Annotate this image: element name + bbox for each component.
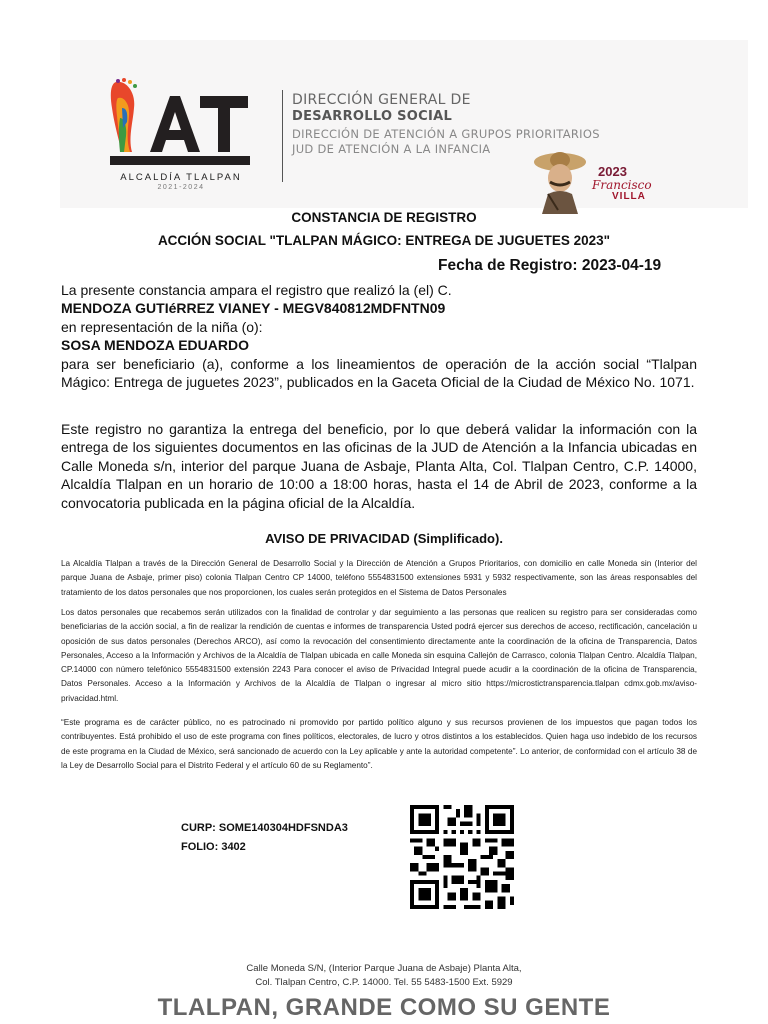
intro-text: La presente constancia ampara el registro que realizó la (el) C.	[61, 282, 452, 298]
curp-text: CURP: SOME140304HDFSNDA3	[181, 822, 348, 834]
folio-text: FOLIO: 3402	[181, 841, 246, 853]
notice-paragraph: Este registro no garantiza la entrega del beneficio, por lo que deberá validar la información con la entrega de los siguientes documentos en las oficinas de la JUD de Atención a la Infancia ubicadas en Calle Moneda s/n, interior del parque Juana de Asbaje, Planta Alta, Col. Tlalpan Centro, C.P. 14000, Alcaldía Tlalpan en un horario de 10:00 a 18:00 horas, hasta el 14 de Abril de 2023, conforme a la convocatoria publicada en la página oficial de la Alcaldía.	[61, 421, 697, 511]
direction-line-4: JUD DE ATENCIÓN A LA INFANCIA	[292, 142, 491, 156]
program-legend: “Este programa es de carácter público, no es patrocinado ni promovido por partido político alguno y sus recursos provienen de los impuestos que pagan todos los contribuyentes. Está prohibido el uso de este programa con fines políticos, electorales, de lucro y otros distintos a los establecidos. Quien haga uso indebido de los recursos de este programa en la Ciudad de México, será sancionado de acuerdo con la Ley aplicable y ante la autoridad competente”. Lo anterior, de conformidad con el artículo 38 de la Ley de Desarrollo Social para el Distrito Federal y el artículo 60 de su Reglamento”.	[61, 718, 697, 770]
document-subtitle: ACCIÓN SOCIAL "TLALPAN MÁGICO: ENTREGA DE JUGUETES 2023"	[157, 233, 611, 248]
alcaldia-years: 2021-2024	[157, 184, 205, 191]
villa-surname: VILLA	[612, 191, 646, 202]
registration-date: Fecha de Registro: 2023-04-19	[438, 257, 662, 274]
villa-year: 2023	[598, 164, 627, 179]
representation-text: en representación de la niña (o):	[61, 319, 263, 335]
direction-line-3: DIRECCIÓN DE ATENCIÓN A GRUPOS PRIORITARIOS	[292, 127, 600, 141]
alcaldia-name: ALCALDÍA TLALPAN	[120, 172, 242, 183]
privacy-title: AVISO DE PRIVACIDAD (Simplificado).	[265, 531, 503, 546]
header-divider	[282, 90, 283, 182]
privacy-paragraph-2: Los datos personales que recabemos serán utilizados con la finalidad de controlar y dar seguimiento a las personas que realicen su registro para ser consideradas como beneficiarias de la acción social, a fin de realizar la rendición de cuentas e informes de transparencia Usted podrá ejercer sus derechos de acceso, rectificación, cancelación u oposición de sus datos personales (Derechos ARCO), así como la revocación del consentimiento directamente ante la coordinación de la oficina de Transparencia, Datos Personales, Acceso a la Información y Archivos de la Alcaldía de Tlalpan ubicada en calle Moneda sin esquina Callejón de Carrasco, colonia Tlalpan Centro. Alcaldía Tlalpan, CP.14000 con número telefónico 5554831500 extensión 2243 Para conocer el aviso de Privacidad Integral puede acudir a la coordinación de la oficina de Transparencia, Datos Personales. Acceso a la Información y Archivos de la Alcaldía de Tlalpan o ingresar al micro sitio https://microstictransparencia.tlalpan cdmx.gob.mx/aviso-privacidad.html.	[61, 608, 697, 703]
privacy-paragraph-1: La Alcaldía Tlalpan a través de la Dirección General de Desarrollo Social y la Dirección de Atención a Grupos Prioritarios, con domicilio en calle Moneda sin (Interior del parque Juana de Asbaje, primer piso) colonia Tlalpan Centro CP 14000, teléfono 5554831500 extensiones 5931 y 5932 respectivamente, son las áreas responsables del tratamiento de los datos personales que nos proporcionen, los cuales serán protegidos en el Sistema de Datos Personales	[61, 559, 697, 597]
footer-address-line-1: Calle Moneda S/N, (Interior Parque Juana de Asbaje) Planta Alta,	[246, 963, 522, 974]
footer-slogan: TLALPAN, GRANDE COMO SU GENTE	[157, 994, 611, 1021]
footer-address-line-2: Col. Tlalpan Centro, C.P. 14000. Tel. 55 5483-1500 Ext. 5929	[255, 977, 513, 988]
qr-code	[410, 804, 514, 910]
applicant-name: MENDOZA GUTIéRREZ VIANEY - MEGV840812MDFNTN09	[61, 300, 446, 316]
document-title: CONSTANCIA DE REGISTRO	[291, 210, 477, 225]
purpose-paragraph: para ser beneficiario (a), conforme a los lineamientos de operación de la acción social “Tlalpan Mágico: Entrega de juguetes 2023”, publicados en la Gaceta Oficial de la Ciudad de México No. 1071.	[61, 356, 697, 391]
child-name: SOSA MENDOZA EDUARDO	[61, 337, 249, 353]
villa-name: Francisco	[592, 178, 652, 192]
logo-underline-bar	[110, 156, 250, 165]
direction-line-1: DIRECCIÓN GENERAL DE	[292, 92, 471, 108]
direction-line-2: DESARROLLO SOCIAL	[292, 109, 453, 124]
